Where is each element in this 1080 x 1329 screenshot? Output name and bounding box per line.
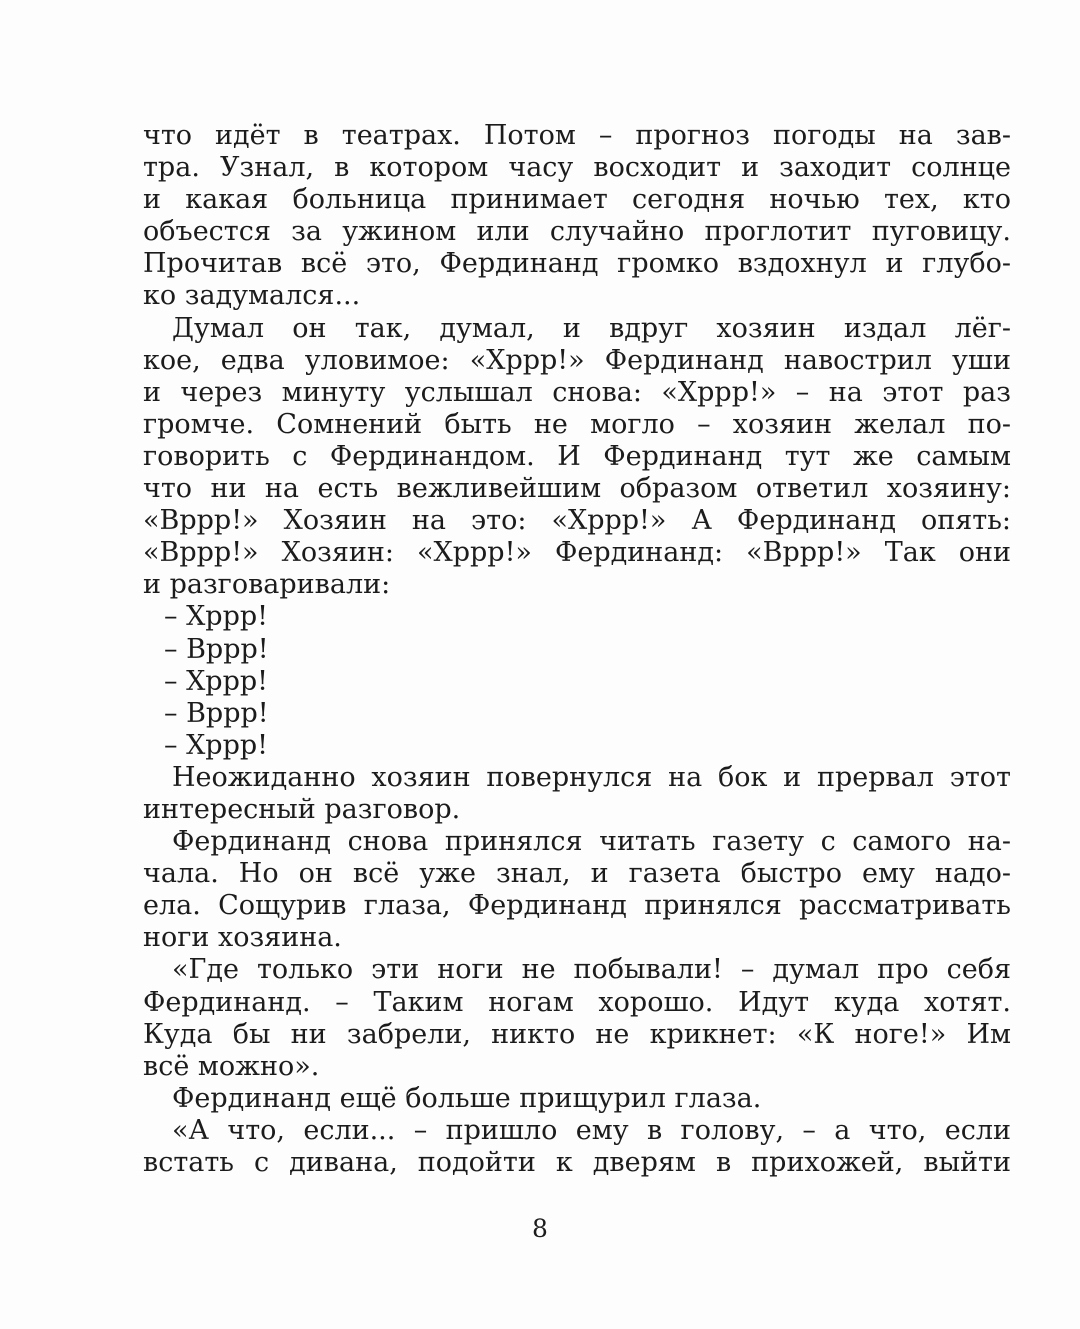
text-line: и через минуту услышал снова: «Хррр!» – на этот раз [143, 376, 1011, 408]
text-line: Куда бы ни забрели, никто не крикнет: «К ноге!» Им [143, 1018, 1011, 1050]
paragraph [143, 1083, 1011, 1115]
paragraph [143, 954, 1011, 1082]
text-line: громче. Сомнений быть не могло – хозяин желал по- [143, 408, 1011, 440]
text-line: чала. Но он всё уже знал, и газета быстро ему надо- [143, 858, 1011, 890]
page-number: 8 [532, 1214, 548, 1243]
text-line: кое, едва уловимое: «Хррр!» Фердинанд навострил уши [143, 344, 1011, 376]
text-line: тра. Узнал, в котором часу восходит и заходит солнце [143, 152, 1011, 184]
text-line: и какая больница принимает сегодня ночью тех, кто [143, 184, 1011, 216]
dialogue-line: – Вррр! [164, 633, 269, 665]
text-line: Фердинанд ещё больше прищурил глаза. [172, 1082, 762, 1114]
text-line: всё можно». [143, 1050, 320, 1082]
text-line: и разговаривали: [143, 569, 391, 601]
paragraphs-after-dialogue [143, 762, 1011, 1179]
paragraph [143, 313, 1011, 602]
text-line: ноги хозяина. [143, 922, 342, 954]
dialogue-line: – Вррр! [164, 697, 269, 729]
text-line: Думал он так, думал, и вдруг хозяин издал лёг- [172, 312, 1011, 344]
text-line: ела. Сощурив глаза, Фердинанд принялся рассматривать [143, 890, 1011, 922]
dialogue-lines [143, 601, 1011, 761]
text-line: ко задумался... [143, 280, 361, 312]
text-line: встать с дивана, подойти к дверям в прихожей, выйти [143, 1147, 1011, 1178]
text-line: «Где только эти ноги не побывали! – думал про себя [172, 954, 1011, 986]
text-line: интересный разговор. [143, 793, 461, 825]
paragraph [143, 120, 1011, 313]
text-line: что идёт в театрах. Потом – прогноз погоды на зав- [143, 120, 1011, 151]
paragraphs-before-dialogue [143, 120, 1011, 601]
text-line: Неожиданно хозяин повернулся на бок и прервал этот [172, 761, 1011, 793]
text-line: «Вррр!» Хозяин: «Хррр!» Фердинанд: «Вррр!» Так они [143, 537, 1011, 569]
text-line: «Вррр!» Хозяин на это: «Хррр!» А Фердинанд опять: [143, 505, 1011, 537]
paragraph [143, 762, 1011, 826]
text-line: Прочитав всё это, Фердинанд громко вздохнул и глубо- [143, 248, 1011, 280]
text-line: Фердинанд снова принялся читать газету с самого на- [172, 826, 1011, 858]
paragraph [143, 1115, 1011, 1179]
text-line: что ни на есть вежливейшим образом ответил хозяину: [143, 473, 1011, 505]
dialogue-line: – Хррр! [164, 601, 269, 633]
dialogue-line: – Хррр! [164, 665, 269, 697]
text-line: «А что, если... – пришло ему в голову, – а что, если [172, 1114, 1011, 1146]
text-line: Фердинанд. – Таким ногам хорошо. Идут куда хотят. [143, 986, 1011, 1018]
page-text [143, 120, 1011, 1179]
dialogue-line: – Хррр! [164, 729, 269, 761]
paragraph [143, 826, 1011, 954]
text-line: объестся за ужином или случайно проглотит пуговицу. [143, 216, 1011, 248]
text-line: говорить с Фердинандом. И Фердинанд тут же самым [143, 440, 1011, 472]
